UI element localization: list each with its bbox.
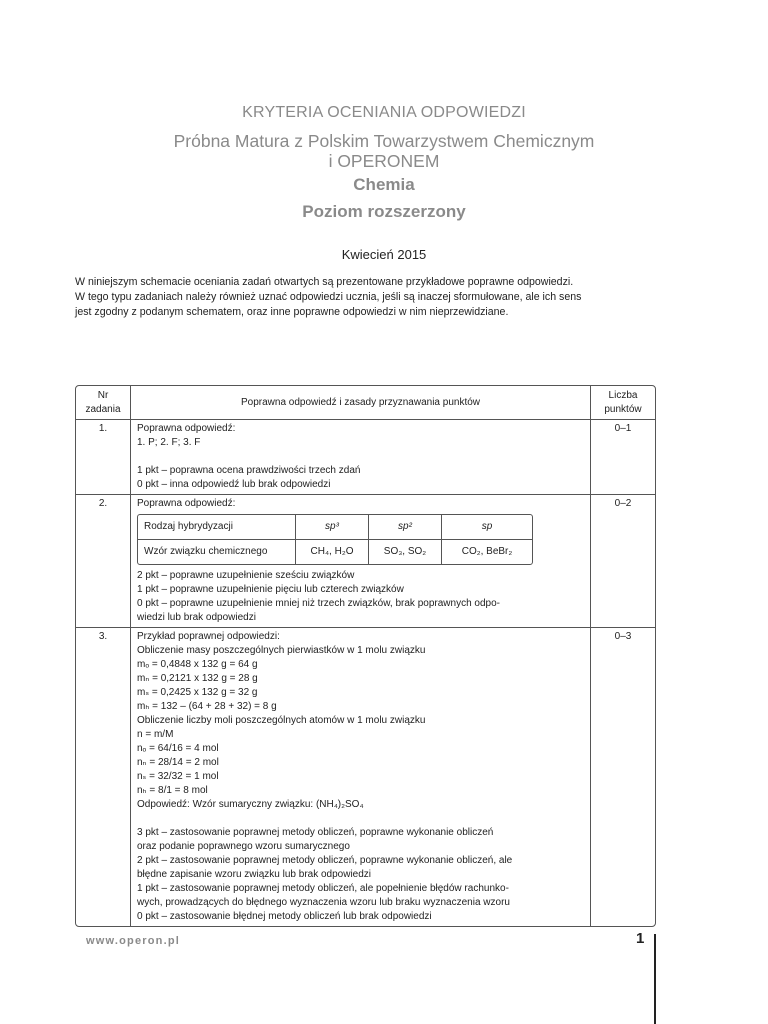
header-task-number	[76, 386, 131, 420]
header-points-line-2: punktów	[604, 403, 642, 415]
answer-line: wiedzi lub brak odpowiedzi	[137, 612, 256, 623]
answer-line: mₛ = 0,2425 x 132 g = 32 g	[137, 687, 258, 698]
answer-line: 2 pkt – poprawne uzupełnienie sześciu związków	[137, 570, 355, 581]
answer-line: 3 pkt – zastosowanie poprawnej metody obliczeń, poprawne wykonanie obliczeń	[137, 827, 494, 838]
answer-line: 2 pkt – zastosowanie poprawnej metody obliczeń, poprawne wykonanie obliczeń, ale	[137, 855, 513, 866]
answer-line: mₒ = 0,4848 x 132 g = 64 g	[137, 659, 258, 670]
table-row	[76, 420, 655, 495]
answer-line: nₕ = 8/1 = 8 mol	[137, 785, 208, 796]
answer-line: mₙ = 0,2121 x 132 g = 28 g	[137, 673, 258, 684]
footer-url: www.operon.pl	[86, 935, 181, 947]
subject-heading: Chemia	[353, 175, 415, 194]
page-number: 1	[636, 930, 645, 947]
answer-line: Obliczenie liczby moli poszczególnych atomów w 1 molu związku	[137, 715, 426, 726]
answer-line: 1 pkt – poprawna ocena prawdziwości trzech zdań	[137, 465, 361, 476]
subtitle-line-1: Próbna Matura z Polskim Towarzystwem Chemicznym	[173, 131, 595, 151]
hyb-label: Wzór związku chemicznego	[138, 540, 296, 564]
answer-line: 1 pkt – poprawne uzupełnienie pięciu lub czterech związków	[137, 584, 404, 595]
answer-line: 0 pkt – poprawne uzupełnienie mniej niż trzech związków, brak poprawnych odpo-	[137, 598, 500, 609]
hybridization-table	[137, 514, 533, 565]
header-points	[591, 386, 655, 420]
answer-line: Obliczenie masy poszczególnych pierwiastków w 1 molu związku	[137, 645, 426, 656]
answer-line: 0 pkt – inna odpowiedź lub brak odpowiedzi	[137, 479, 331, 490]
header-points-line-1: Liczba	[608, 389, 638, 401]
page-divider	[654, 934, 656, 1024]
answer-line: błędne zapisanie wzoru związku lub brak odpowiedzi	[137, 869, 372, 880]
answer-line: Przykład poprawnej odpowiedzi:	[137, 631, 280, 642]
document-subtitle	[0, 131, 768, 171]
answer-line: 1 pkt – zastosowanie poprawnej metody obliczeń, ale popełnienie błędów rachunko-	[137, 883, 509, 894]
answer-line: nₒ = 64/16 = 4 mol	[137, 743, 219, 754]
hyb-label: Rodzaj hybrydyzacji	[138, 515, 296, 540]
hyb-value: sp²	[369, 515, 442, 540]
hyb-value: CH₄, H₂O	[296, 540, 369, 564]
table-row	[76, 495, 655, 628]
hyb-row-type	[138, 515, 532, 540]
header-nr-line-2: zadania	[85, 403, 121, 415]
answer-line: Poprawna odpowiedź:	[137, 423, 236, 434]
scoring-lines	[137, 569, 584, 625]
level-heading: Poziom rozszerzony	[302, 202, 466, 221]
task-number: 2.	[76, 495, 131, 628]
hyb-row-formula	[138, 540, 532, 564]
answer-line: n = m/M	[137, 729, 174, 740]
hyb-value: CO₂, BeBr₂	[461, 546, 513, 557]
header-nr-line-1: Nr	[97, 389, 109, 401]
intro-line: W niniejszym schemacie oceniania zadań otwartych są prezentowane przykładowe poprawne odpowiedzi.	[75, 276, 574, 288]
hyb-value: sp	[442, 515, 532, 540]
answer-line: mₕ = 132 – (64 + 28 + 32) = 8 g	[137, 701, 277, 712]
header-answer: Poprawna odpowiedź i zasady przyznawania punktów	[131, 386, 591, 420]
points-cell: 0–2	[591, 495, 655, 628]
intro-line: jest zgodny z podanym schematem, oraz inne poprawne odpowiedzi w nim nieprzewidziane.	[75, 306, 509, 318]
answer-line: nₛ = 32/32 = 1 mol	[137, 771, 219, 782]
answer-intro: Poprawna odpowiedź:	[137, 498, 236, 509]
answer-line: oraz podanie poprawnego wzoru sumarycznego	[137, 841, 350, 852]
answer-cell	[131, 495, 591, 628]
answer-line: Odpowiedź: Wzór sumaryczny związku: (NH₄)₂SO₄	[137, 799, 364, 810]
blank-line	[137, 450, 584, 464]
answer-cell	[131, 628, 591, 926]
table-row	[76, 628, 655, 926]
points-cell: 0–1	[591, 420, 655, 495]
answer-cell	[131, 420, 591, 495]
task-number: 3.	[76, 628, 131, 926]
document-title: KRYTERIA OCENIANIA ODPOWIEDZI	[242, 104, 526, 121]
grading-table	[75, 385, 656, 927]
intro-line: W tego typu zadaniach należy również uznać odpowiedzi ucznia, jeśli są inaczej sformułowane, ale ich sens	[75, 291, 582, 303]
task-number: 1.	[76, 420, 131, 495]
table-header-row	[76, 386, 655, 420]
answer-line: 0 pkt – zastosowanie błędnej metody obliczeń lub brak odpowiedzi	[137, 911, 432, 922]
hyb-value: sp³	[296, 515, 369, 540]
blank-line	[137, 812, 584, 826]
answer-line: nₙ = 28/14 = 2 mol	[137, 757, 219, 768]
answer-line: 1. P; 2. F; 3. F	[137, 437, 201, 448]
document-date: Kwiecień 2015	[341, 247, 427, 262]
subtitle-line-2: i OPERONEM	[328, 151, 440, 171]
hyb-value: SO₃, SO₂	[369, 540, 442, 564]
points-cell: 0–3	[614, 631, 632, 642]
answer-line: wych, prowadzących do błędnego wyznaczenia wzoru lub braku wyznaczenia wzoru	[137, 897, 510, 908]
intro-paragraph	[75, 275, 665, 320]
